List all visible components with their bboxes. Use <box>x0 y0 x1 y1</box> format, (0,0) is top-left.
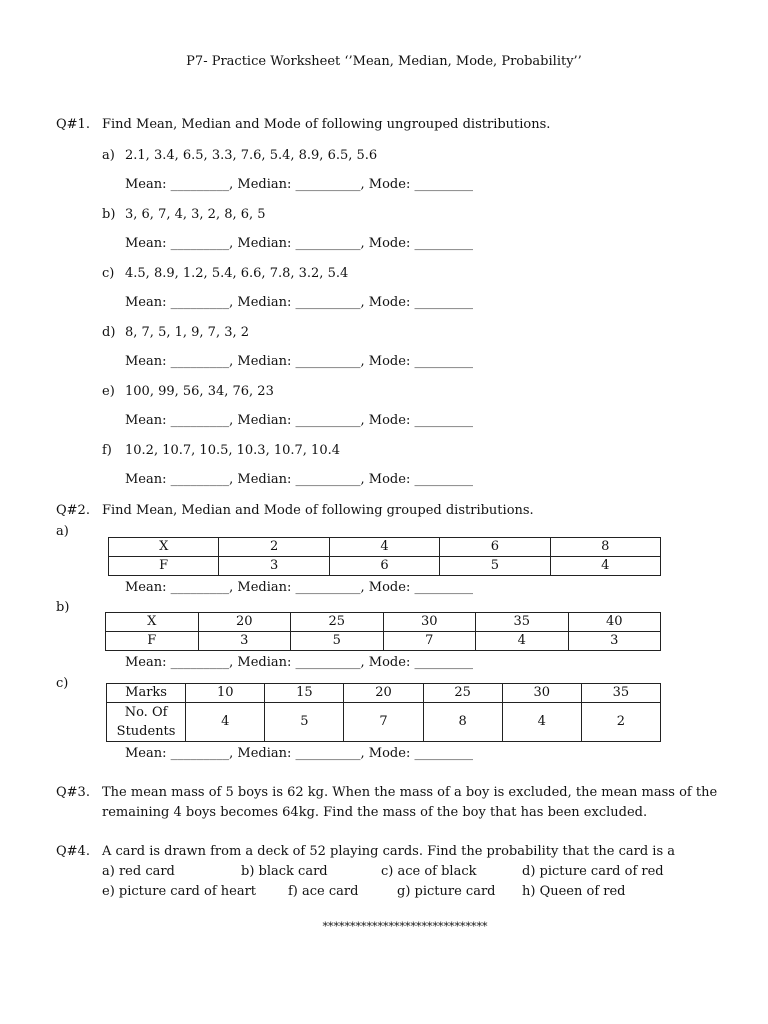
item-letter: e) <box>102 384 115 399</box>
answer-line: Mean: _________, Median: __________, Mode: _________ <box>125 580 473 595</box>
item-letter: f) <box>102 443 112 458</box>
table-cell: 40 <box>568 613 661 632</box>
table-cell: 25 <box>291 613 384 632</box>
question-text: Find Mean, Median and Mode of following grouped distributions. <box>102 503 534 518</box>
footer-separator: ****************************** <box>322 920 488 933</box>
option-item: b) black card <box>241 864 328 879</box>
item-letter: c) <box>102 266 115 281</box>
option-item: f) ace card <box>288 884 359 899</box>
table-letter: c) <box>56 676 69 691</box>
table-cell: 10 <box>186 684 265 703</box>
answer-line: Mean: _________, Median: __________, Mode: _________ <box>125 472 473 487</box>
table-cell: 25 <box>423 684 502 703</box>
table-cell: F <box>106 632 199 651</box>
option-item: e) picture card of heart <box>102 884 257 899</box>
table-cell: 30 <box>502 684 581 703</box>
table-cell: 4 <box>186 703 265 742</box>
table-cell: 15 <box>265 684 344 703</box>
question-text: Find Mean, Median and Mode of following ungrouped distributions. <box>102 117 551 132</box>
frequency-table-a <box>108 537 661 576</box>
frequency-table-b <box>105 612 661 651</box>
answer-line: Mean: _________, Median: __________, Mode: _________ <box>125 655 473 670</box>
table-cell: 20 <box>198 613 291 632</box>
table-cell: 35 <box>476 613 569 632</box>
table-cell: 35 <box>581 684 660 703</box>
table-cell: 6 <box>440 538 550 557</box>
question-text: The mean mass of 5 boys is 62 kg. When the mass of a boy is excluded, the mean mass of the remaining 4 boys becomes 64kg. Find the mass of the boy that has been excluded. <box>102 785 718 820</box>
table-cell: Marks <box>107 684 186 703</box>
table-cell: 7 <box>383 632 476 651</box>
table-cell: 5 <box>291 632 384 651</box>
item-data: 2.1, 3.4, 6.5, 3.3, 7.6, 5.4, 8.9, 6.5, 5.6 <box>125 148 378 163</box>
table-cell: 8 <box>423 703 502 742</box>
table-cell: 4 <box>502 703 581 742</box>
table-letter: a) <box>56 524 69 539</box>
answer-line: Mean: _________, Median: __________, Mode: _________ <box>125 295 473 310</box>
item-data: 3, 6, 7, 4, 3, 2, 8, 6, 5 <box>125 207 266 222</box>
item-data: 4.5, 8.9, 1.2, 5.4, 6.6, 7.8, 3.2, 5.4 <box>125 266 349 281</box>
item-data: 8, 7, 5, 1, 9, 7, 3, 2 <box>125 325 250 340</box>
option-item: d) picture card of red <box>522 864 664 879</box>
worksheet-title: P7- Practice Worksheet ‘’Mean, Median, Mode, Probability’’ <box>186 54 582 69</box>
question-number: Q#3. <box>56 785 90 800</box>
option-item: h) Queen of red <box>522 884 626 899</box>
answer-line: Mean: _________, Median: __________, Mode: _________ <box>125 177 473 192</box>
table-cell: 2 <box>219 538 329 557</box>
table-cell: 4 <box>550 557 660 576</box>
table-letter: b) <box>56 600 70 615</box>
item-data: 100, 99, 56, 34, 76, 23 <box>125 384 274 399</box>
answer-line: Mean: _________, Median: __________, Mode: _________ <box>125 413 473 428</box>
item-letter: b) <box>102 207 116 222</box>
table-cell: F <box>109 557 219 576</box>
table-cell: No. Of Students <box>107 703 186 742</box>
answer-line: Mean: _________, Median: __________, Mode: _________ <box>125 746 473 761</box>
table-cell: 4 <box>329 538 439 557</box>
table-cell: X <box>106 613 199 632</box>
answer-line: Mean: _________, Median: __________, Mode: _________ <box>125 354 473 369</box>
table-cell: 30 <box>383 613 476 632</box>
table-cell: 2 <box>581 703 660 742</box>
answer-line: Mean: _________, Median: __________, Mode: _________ <box>125 236 473 251</box>
table-cell: 3 <box>198 632 291 651</box>
table-cell: 4 <box>476 632 569 651</box>
question-number: Q#1. <box>56 117 90 132</box>
table-cell: 5 <box>265 703 344 742</box>
table-cell: 3 <box>219 557 329 576</box>
question-number: Q#4. <box>56 844 90 859</box>
table-cell: 3 <box>568 632 661 651</box>
table-cell: 7 <box>344 703 423 742</box>
option-item: g) picture card <box>397 884 496 899</box>
option-item: c) ace of black <box>381 864 477 879</box>
table-cell: 8 <box>550 538 660 557</box>
item-letter: d) <box>102 325 116 340</box>
item-data: 10.2, 10.7, 10.5, 10.3, 10.7, 10.4 <box>125 443 340 458</box>
table-cell: 6 <box>329 557 439 576</box>
question-text: A card is drawn from a deck of 52 playing cards. Find the probability that the card is a <box>102 844 676 859</box>
table-cell: 20 <box>344 684 423 703</box>
frequency-table-c <box>106 683 661 742</box>
question-number: Q#2. <box>56 503 90 518</box>
table-cell: X <box>109 538 219 557</box>
table-cell: 5 <box>440 557 550 576</box>
item-letter: a) <box>102 148 115 163</box>
option-item: a) red card <box>102 864 175 879</box>
